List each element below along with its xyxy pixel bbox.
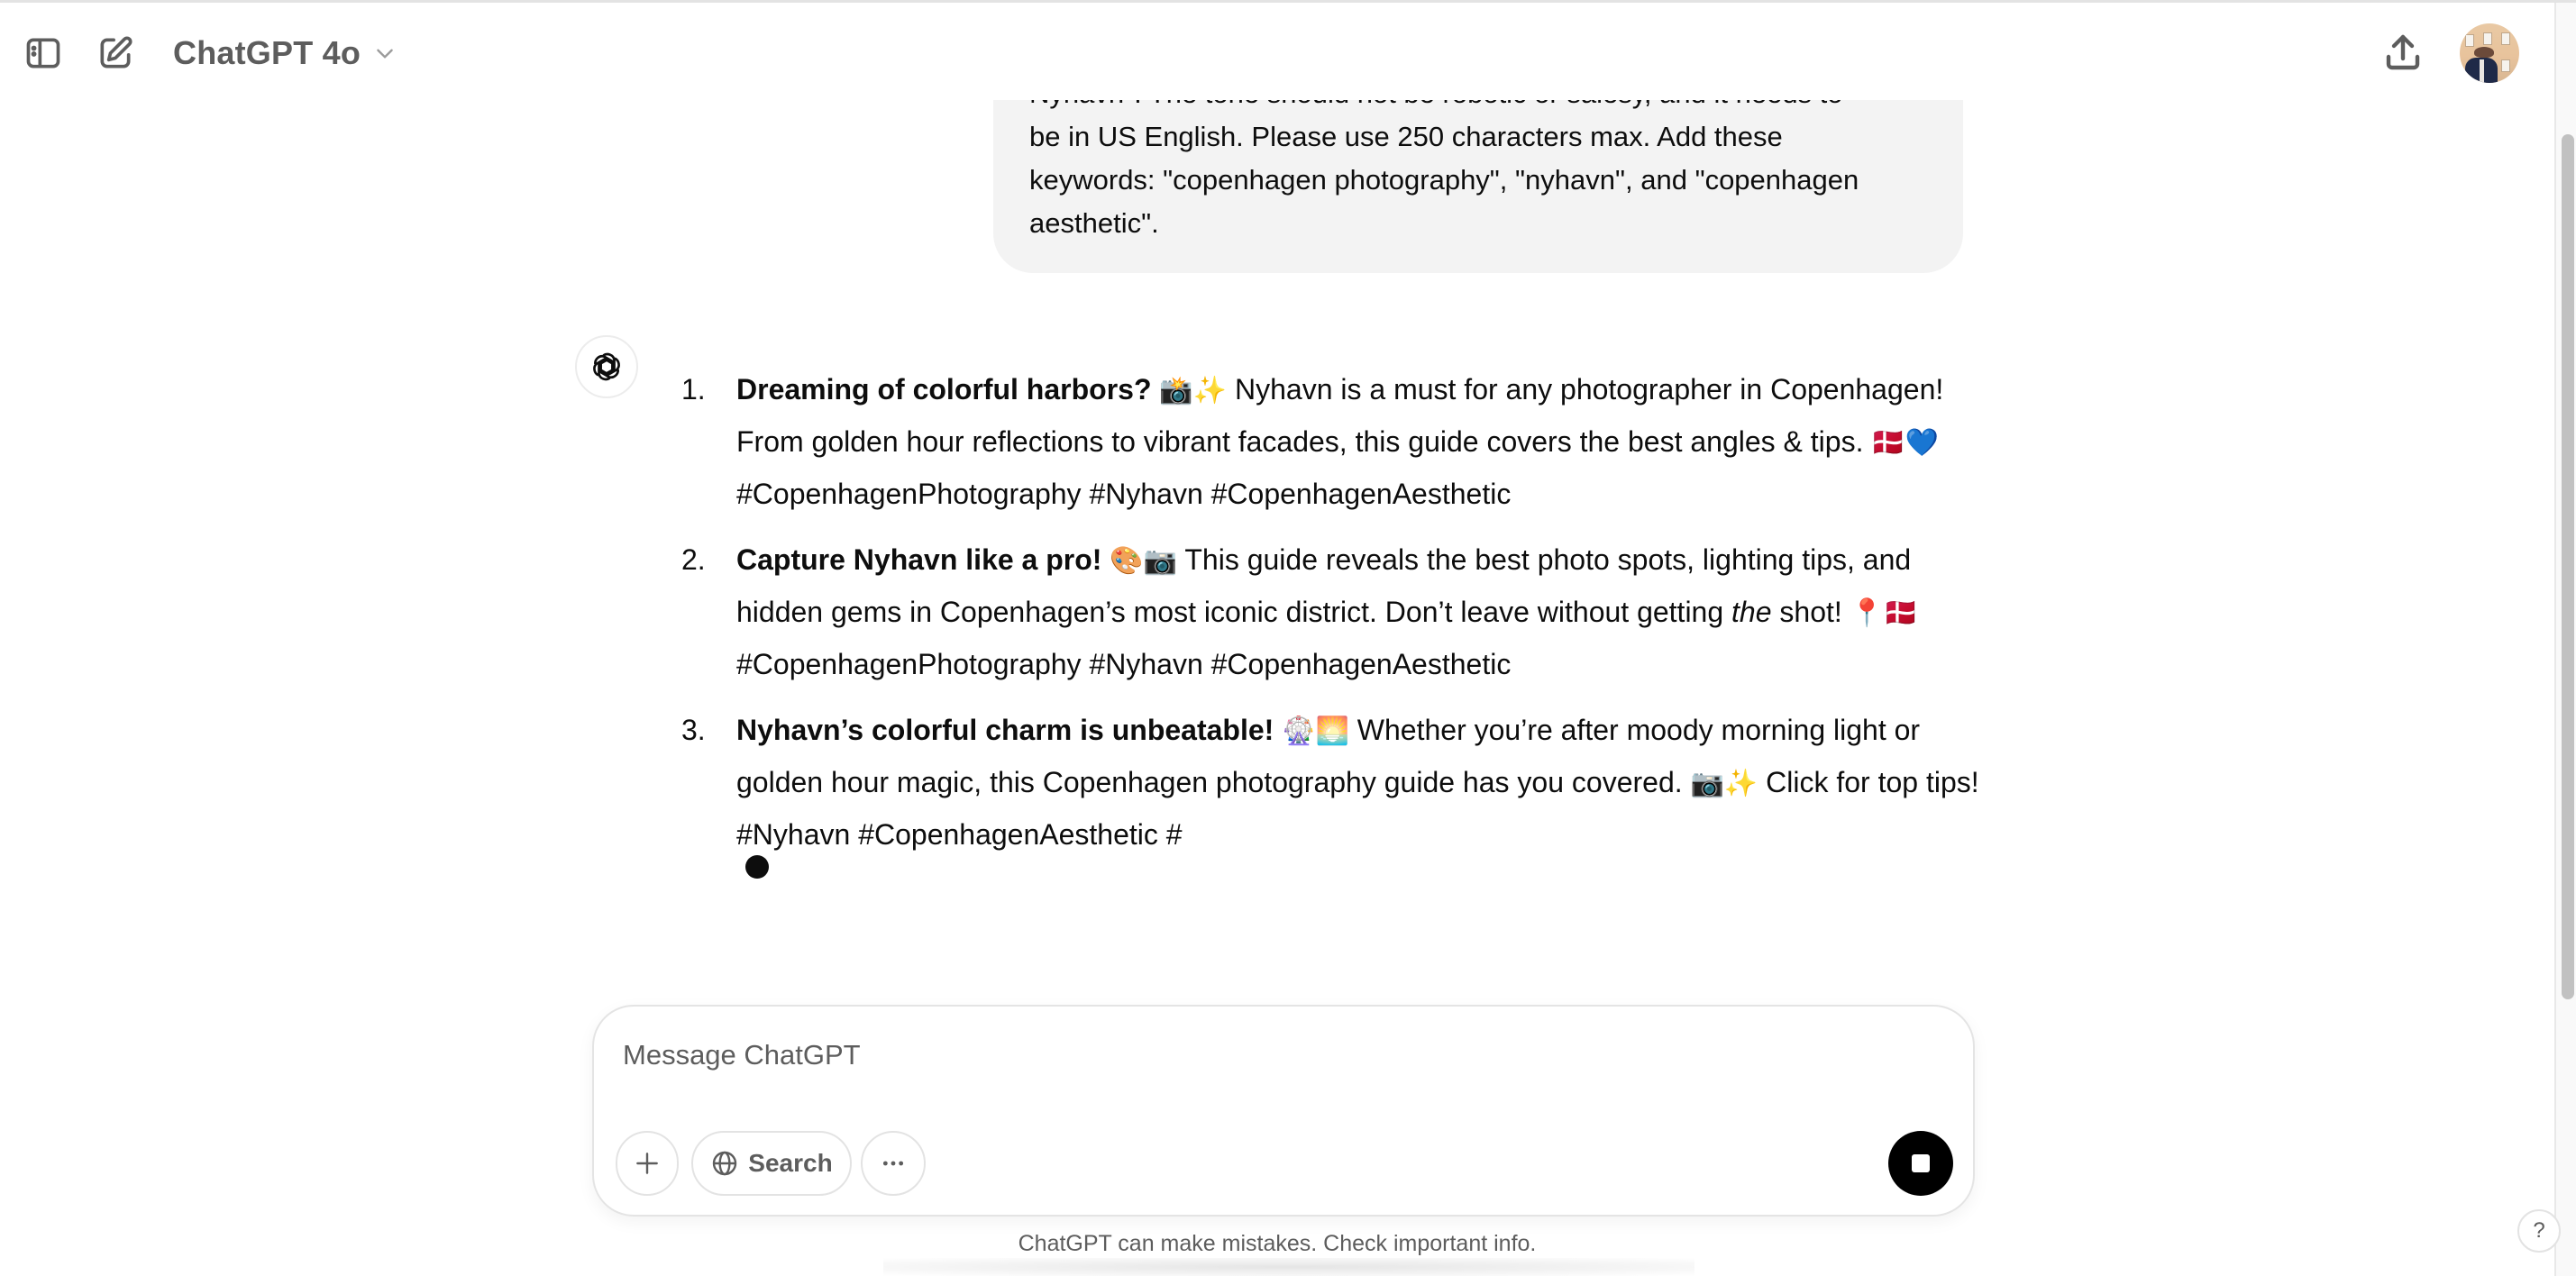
assistant-message	[681, 364, 1979, 875]
ellipsis-icon	[879, 1149, 908, 1178]
palette-camera-emoji: 🎨📷	[1110, 545, 1178, 577]
denmark-flag-blue-heart-emoji: 🇩🇰💙	[1871, 427, 1940, 459]
item-headline: Capture Nyhavn like a pro!	[736, 543, 1102, 576]
list-item-body	[736, 705, 1979, 860]
avatar-photo-detail	[2483, 32, 2492, 45]
message-composer	[592, 1005, 1975, 1217]
disclaimer-text: ChatGPT can make mistakes. Check important info.	[1018, 1231, 1537, 1256]
attach-button[interactable]	[616, 1131, 679, 1196]
answer-list-item	[681, 534, 1979, 689]
avatar-photo-detail	[2465, 34, 2474, 47]
edit-icon	[96, 33, 135, 73]
item-text: Whether you’re after moody morning light or golden hour magic, this Copenhagen photography guide has you covered.	[736, 714, 1921, 798]
model-selector[interactable]	[173, 30, 397, 77]
question-mark-icon: ?	[2533, 1218, 2545, 1243]
bottom-shadow	[883, 1258, 1694, 1276]
user-message-line: keywords: "copenhagen photography", "nyhavn", and "copenhagen	[1029, 164, 1859, 196]
top-header	[0, 3, 2554, 100]
item-hashtags: #CopenhagenPhotography #Nyhavn #CopenhagenAesthetic	[736, 648, 1512, 680]
item-hashtags: Click for top tips! #Nyhavn #CopenhagenAesthetic #	[736, 766, 1979, 851]
new-chat-button[interactable]	[96, 33, 135, 73]
stop-icon	[1912, 1154, 1930, 1172]
camera-sparkles-emoji: 📷✨	[1690, 768, 1758, 799]
item-text: Nyhavn is a must for any photographer in Copenhagen! From golden hour reflections to vibrant facades, this guide covers the best angles & tips.	[736, 373, 1944, 458]
more-tools-button[interactable]	[861, 1131, 926, 1196]
share-button[interactable]	[2381, 32, 2425, 75]
pin-denmark-flag-emoji: 📍🇩🇰	[1850, 597, 1918, 629]
search-label: Search	[748, 1149, 833, 1177]
list-item-body	[736, 534, 1979, 689]
user-message-line: aesthetic".	[1029, 207, 1159, 239]
avatar-photo-detail	[2480, 59, 2484, 83]
list-number: 2.	[681, 543, 706, 576]
streaming-indicator-dot	[745, 855, 769, 879]
openai-logo-icon	[589, 349, 625, 385]
chevron-down-icon	[373, 41, 397, 65]
avatar-photo-detail	[2501, 32, 2510, 45]
assistant-avatar	[575, 335, 638, 398]
message-input[interactable]	[623, 1034, 1885, 1077]
avatar-photo-detail	[2474, 47, 2494, 58]
stop-generating-button[interactable]	[1888, 1131, 1953, 1196]
answer-list-item	[681, 705, 1979, 860]
item-emphasis: the	[1731, 596, 1772, 628]
list-number: 1.	[681, 373, 706, 406]
share-icon	[2381, 32, 2425, 75]
list-item-body	[736, 364, 1979, 519]
user-avatar[interactable]	[2460, 23, 2519, 83]
item-hashtags: #CopenhagenPhotography #Nyhavn #CopenhagenAesthetic	[736, 478, 1512, 510]
item-text: shot!	[1771, 596, 1850, 628]
scrollbar-thumb[interactable]	[2562, 134, 2574, 999]
search-button[interactable]	[691, 1131, 852, 1196]
globe-icon	[710, 1149, 739, 1178]
help-button[interactable]	[2517, 1209, 2561, 1253]
sidebar-toggle-button[interactable]	[23, 33, 63, 73]
vertical-scrollbar[interactable]	[2554, 3, 2576, 1276]
item-text: This guide reveals the best photo spots, lighting tips, and hidden gems in Copenhagen’s most iconic district. Don’t leave without getting	[736, 543, 1912, 628]
item-headline: Dreaming of colorful harbors?	[736, 373, 1152, 406]
list-number: 3.	[681, 714, 706, 746]
camera-flash-sparkles-emoji: 📸✨	[1159, 375, 1228, 406]
sidebar-icon	[23, 33, 63, 73]
user-message-line: be in US English. Please use 250 characters max. Add these	[1029, 121, 1783, 152]
model-title: ChatGPT 4o	[173, 34, 361, 71]
ferris-wheel-sunrise-emoji: 🎡🌅	[1282, 715, 1349, 747]
avatar-photo-detail	[2501, 59, 2510, 72]
item-headline: Nyhavn’s colorful charm is unbeatable!	[736, 714, 1274, 746]
answer-list-item	[681, 364, 1979, 519]
plus-icon	[633, 1149, 662, 1178]
